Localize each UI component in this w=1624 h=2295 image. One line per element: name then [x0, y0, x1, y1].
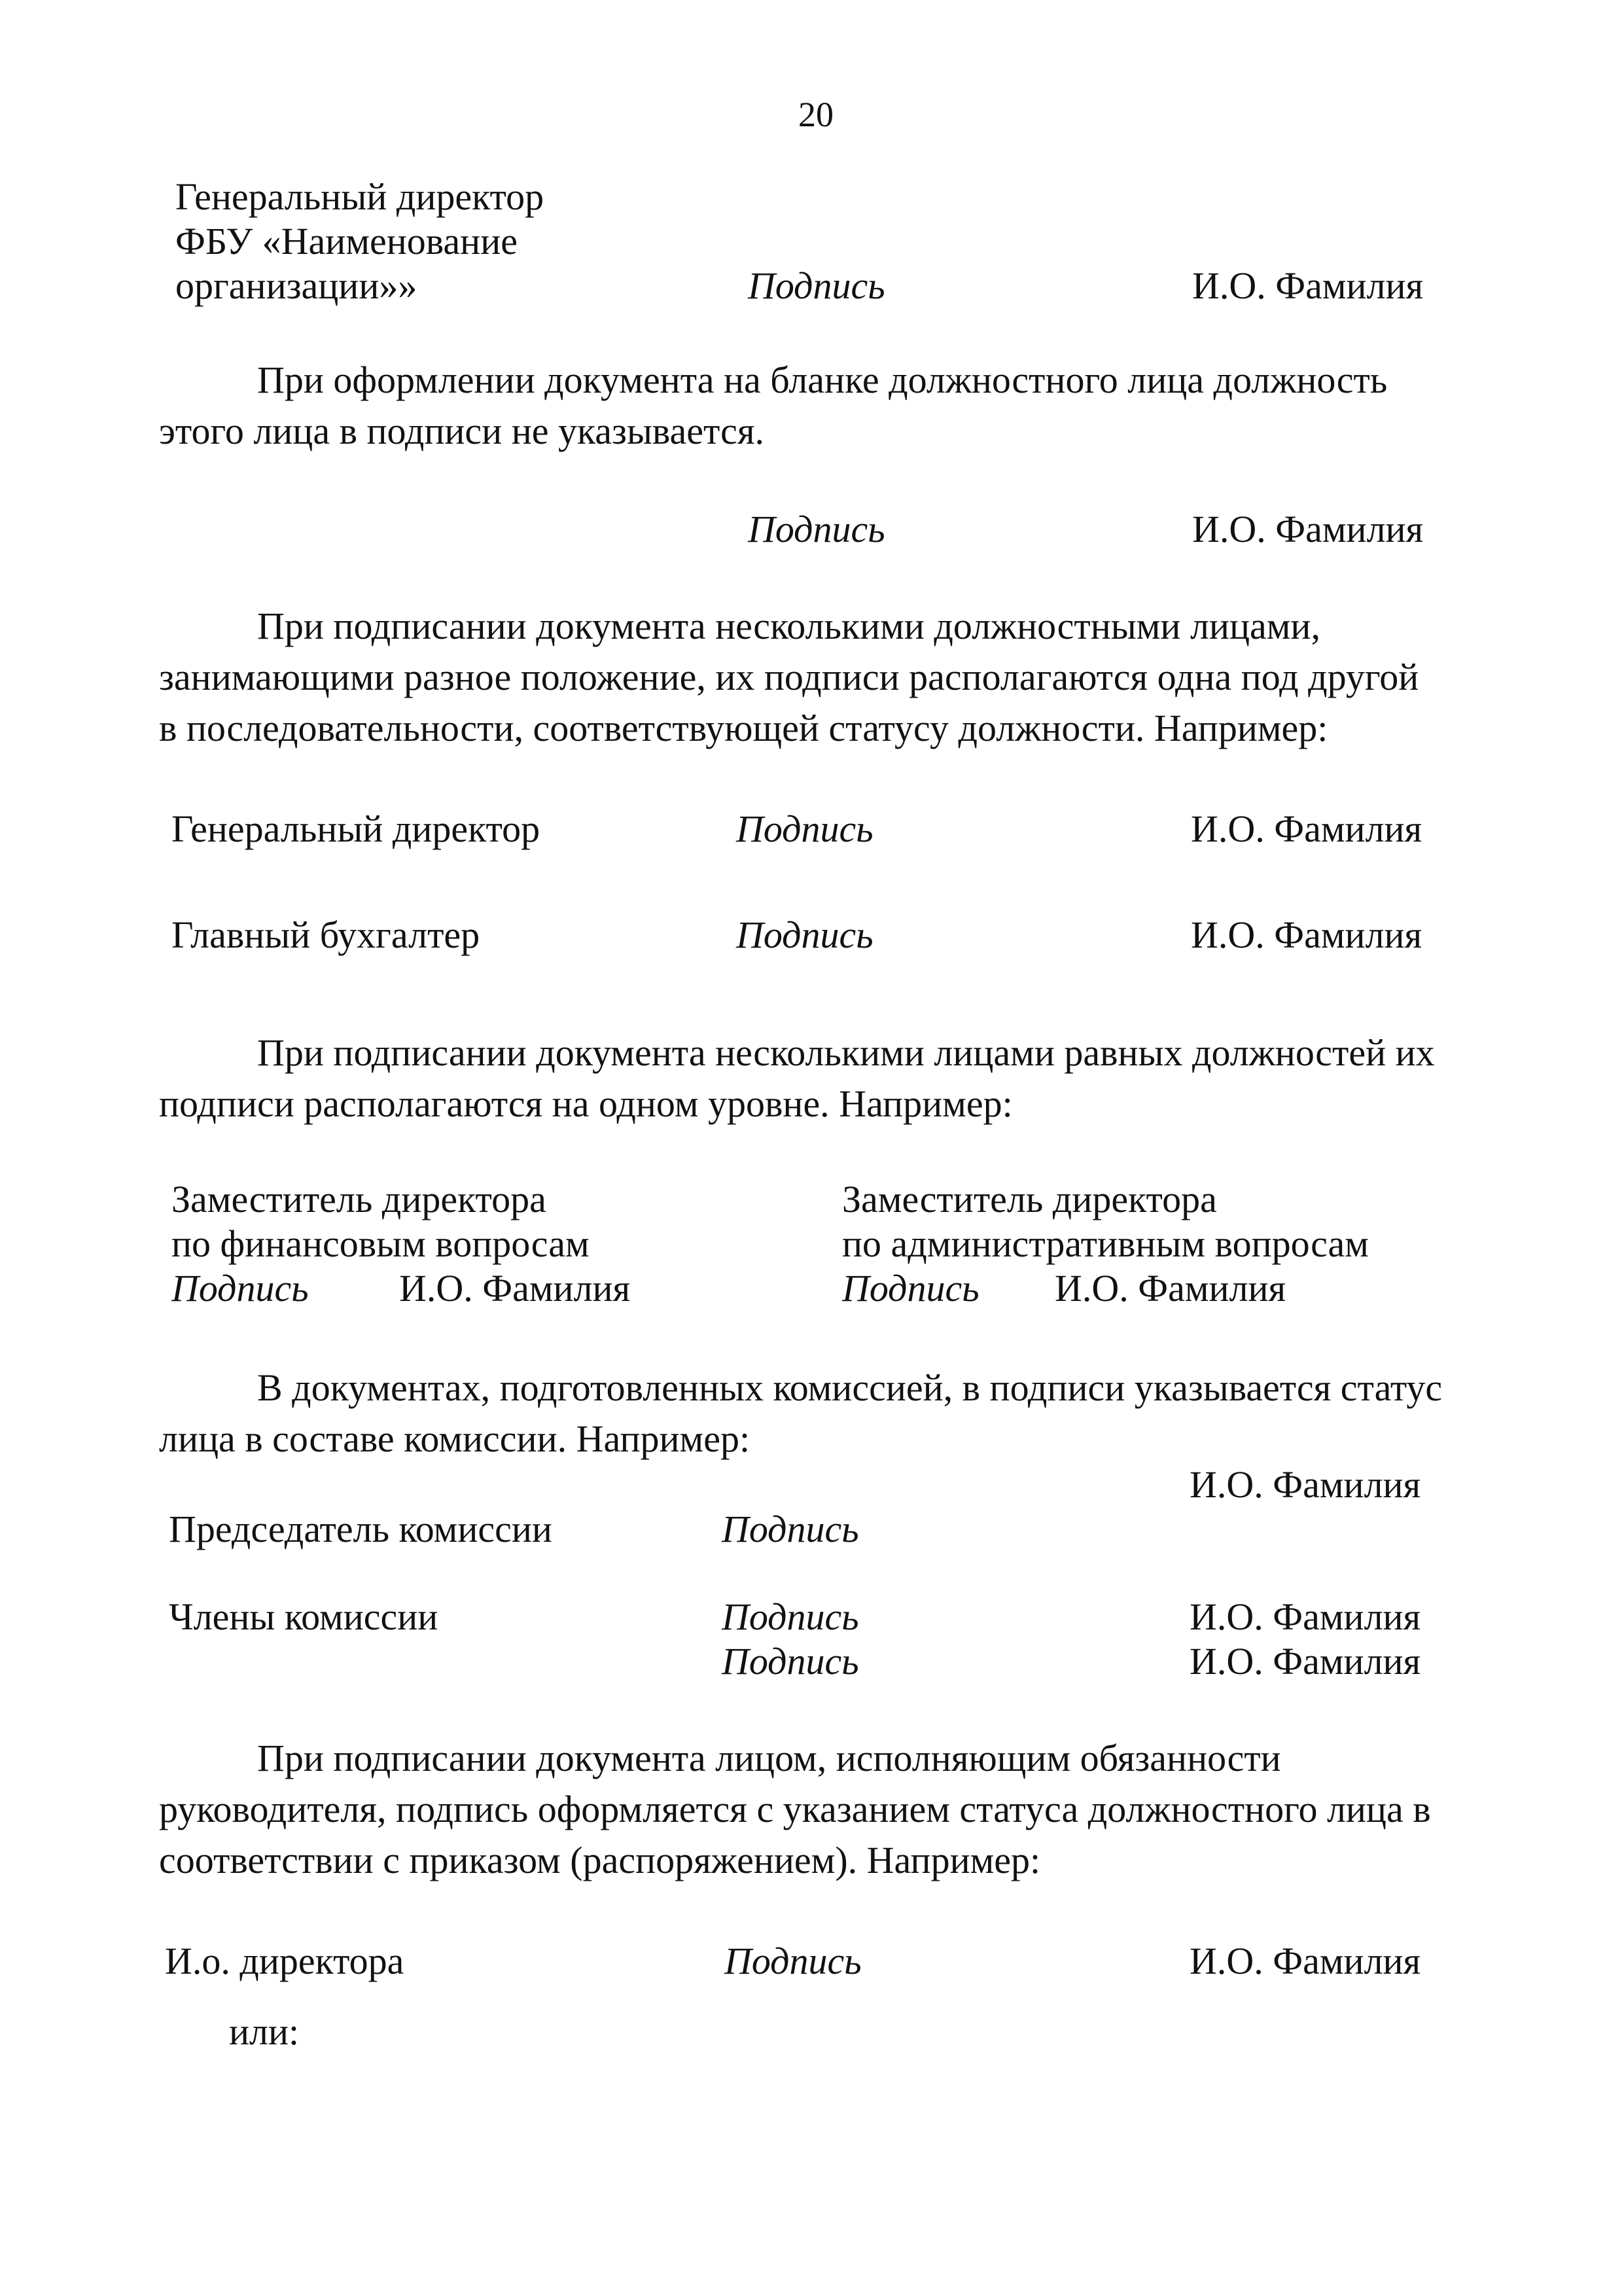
signature-placeholder: Подпись	[724, 1940, 862, 1982]
paragraph-line: В документах, подготовленных комиссией, в подписи указывается статус	[257, 1366, 1443, 1409]
closing-text: или:	[229, 2010, 300, 2053]
signature-placeholder: Подпись	[722, 1508, 859, 1550]
signatory-name: И.О. Фамилия	[1190, 1463, 1421, 1506]
paragraph	[159, 1733, 1475, 1886]
position-label: Генеральный директор	[171, 808, 540, 850]
paragraph-line: При подписании документа несколькими должностными лицами,	[257, 605, 1320, 647]
paragraph-line: в последовательности, соответствующей статусу должности. Например:	[159, 707, 1328, 749]
signatory-name: И.О. Фамилия	[1191, 914, 1422, 956]
signature-placeholder: Подпись	[748, 264, 885, 307]
signatory-name: И.О. Фамилия	[1192, 264, 1424, 307]
position-line: ФБУ «Наименование	[175, 220, 518, 262]
signature-placeholder: Подпись	[722, 1595, 859, 1638]
paragraph	[159, 1027, 1475, 1130]
signatory-name: И.О. Фамилия	[1192, 508, 1424, 550]
signatory-name: И.О. Фамилия	[399, 1267, 631, 1309]
signature-placeholder: Подпись	[736, 808, 874, 850]
signature-placeholder: Подпись	[748, 508, 885, 550]
paragraph-line: При подписании документа лицом, исполняющим обязанности	[257, 1737, 1281, 1779]
paragraph-line: При подписании документа несколькими лицами равных должностей их	[257, 1031, 1435, 1074]
page-number: 20	[798, 95, 834, 134]
signature-placeholder: Подпись	[722, 1640, 859, 1682]
paragraph-line: При оформлении документа на бланке должностного лица должность	[257, 359, 1388, 401]
paragraph-line: подписи располагаются на одном уровне. Например:	[159, 1082, 1013, 1125]
paragraph-line: лица в составе комиссии. Например:	[159, 1417, 750, 1460]
signatory-name: И.О. Фамилия	[1191, 808, 1422, 850]
paragraph	[159, 355, 1475, 457]
paragraph-line: руководителя, подпись оформляется с указанием статуса должностного лица в	[159, 1788, 1431, 1830]
position-line: Заместитель директора	[171, 1178, 546, 1220]
signature-placeholder: Подпись	[171, 1267, 309, 1309]
paragraph	[159, 601, 1475, 754]
members-label: Члены комиссии	[169, 1595, 438, 1638]
paragraph-line: занимающими разное положение, их подписи располагаются одна под другой	[159, 656, 1419, 698]
paragraph-line: соответствии с приказом (распоряжением). Например:	[159, 1839, 1041, 1881]
signatory-name: И.О. Фамилия	[1190, 1595, 1421, 1638]
position-line: организации»»	[175, 264, 417, 307]
position-line: Генеральный директор	[175, 175, 544, 218]
paragraph	[159, 1362, 1475, 1465]
paragraph-line: этого лица в подписи не указывается.	[159, 410, 764, 452]
signatory-name: И.О. Фамилия	[1055, 1267, 1286, 1309]
signature-placeholder: Подпись	[736, 914, 874, 956]
signatory-name: И.О. Фамилия	[1190, 1640, 1421, 1682]
signature-placeholder: Подпись	[842, 1267, 980, 1309]
position-line: по финансовым вопросам	[171, 1222, 590, 1265]
position-line: по административным вопросам	[842, 1222, 1369, 1265]
position-label: Главный бухгалтер	[171, 914, 480, 956]
chair-label: Председатель комиссии	[169, 1508, 552, 1550]
position-label: И.о. директора	[165, 1940, 404, 1982]
position-line: Заместитель директора	[842, 1178, 1217, 1220]
signatory-name: И.О. Фамилия	[1190, 1940, 1421, 1982]
